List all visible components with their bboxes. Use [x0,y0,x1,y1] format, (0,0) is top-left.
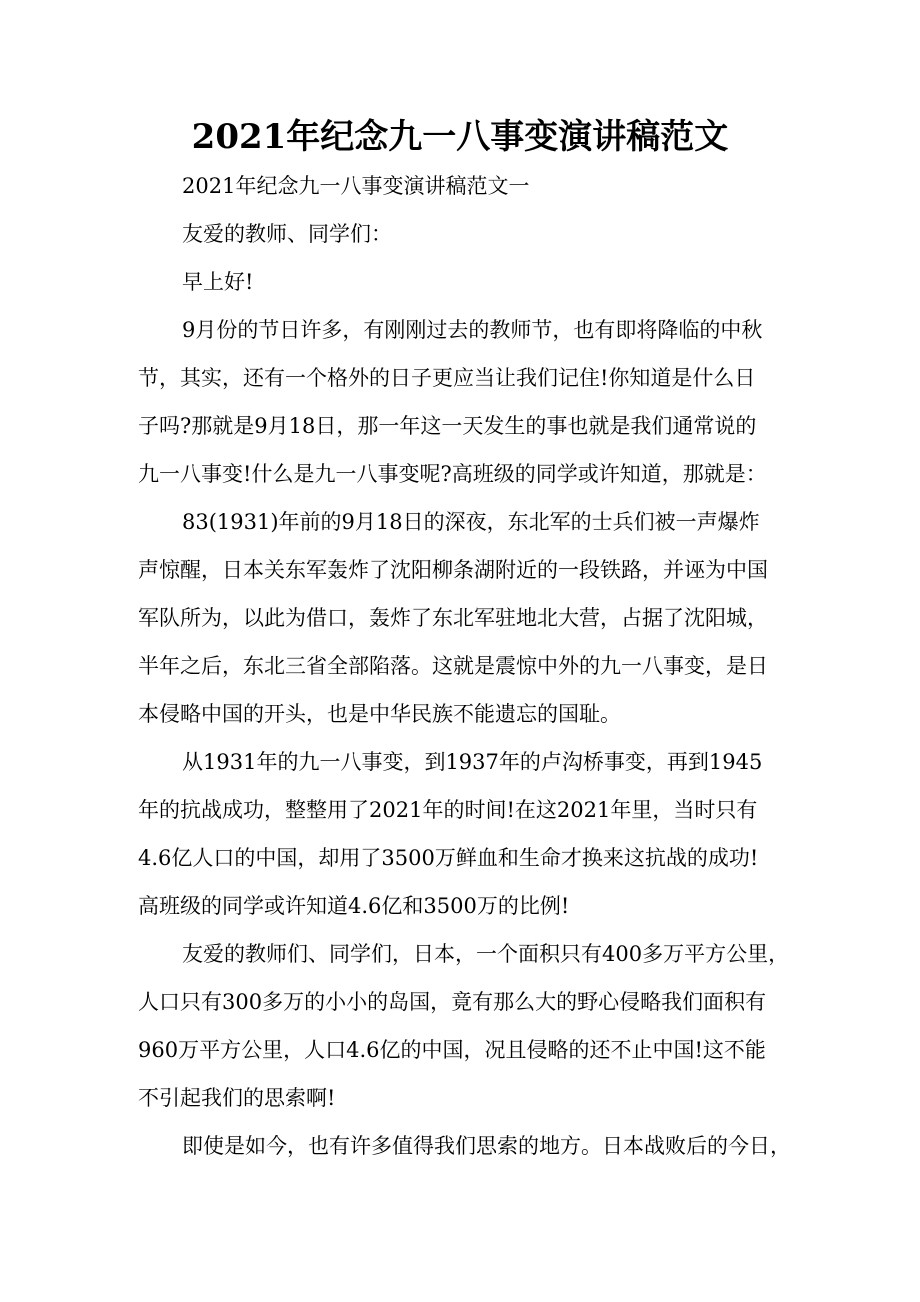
paragraph-line: 声惊醒，日本关东军轰炸了沈阳柳条湖附近的一段铁路，并诬为中国 [138,558,768,582]
paragraph-line: 83(1931)年前的9月18日的深夜，东北军的士兵们被一声爆炸 [182,510,760,534]
paragraph-line: 高班级的同学或许知道4.6亿和3500万的比例! [138,894,570,918]
paragraph-line: 九一八事变!什么是九一八事变呢?高班级的同学或许知道，那就是： [138,462,767,486]
subtitle-line: 2021年纪念九一八事变演讲稿范文一 [182,174,530,198]
paragraph-line: 半年之后，东北三省全部陷落。这就是震惊中外的九一八事变，是日 [138,654,768,678]
paragraph-line: 不引起我们的思索啊! [138,1086,336,1110]
paragraph-line: 9月份的节日许多，有刚刚过去的教师节，也有即将降临的中秋 [182,318,763,342]
paragraph-line: 4.6亿人口的中国，却用了3500万鲜血和生命才换来这抗战的成功! [138,846,759,870]
greeting-line: 早上好! [182,270,254,294]
paragraph-line: 从1931年的九一八事变，到1937年的卢沟桥事变，再到1945 [182,750,763,774]
paragraph-line: 友爱的教师们、同学们，日本，一个面积只有400多万平方公里， [182,942,790,966]
paragraph-line: 本侵略中国的开头，也是中华民族不能遗忘的国耻。 [138,702,621,726]
document-title: 2021年纪念九一八事变演讲稿范文 [191,117,729,157]
paragraph-line: 节，其实，还有一个格外的日子更应当让我们记住!你知道是什么日 [138,366,756,390]
paragraph-line: 即使是如今，也有许多值得我们思索的地方。日本战败后的今日， [182,1134,791,1158]
paragraph-line: 人口只有300多万的小小的岛国，竟有那么大的野心侵略我们面积有 [138,990,767,1014]
salutation-line: 友爱的教师、同学们： [182,222,392,246]
paragraph-line: 960万平方公里，人口4.6亿的中国，况且侵略的还不止中国!这不能 [138,1038,766,1062]
paragraph-line: 子吗?那就是9月18日，那一年这一天发生的事也就是我们通常说的 [138,414,757,438]
paragraph-line: 年的抗战成功，整整用了2021年的时间!在这2021年里，当时只有 [138,798,758,822]
paragraph-line: 军队所为，以此为借口，轰炸了东北军驻地北大营，占据了沈阳城， [138,606,768,630]
